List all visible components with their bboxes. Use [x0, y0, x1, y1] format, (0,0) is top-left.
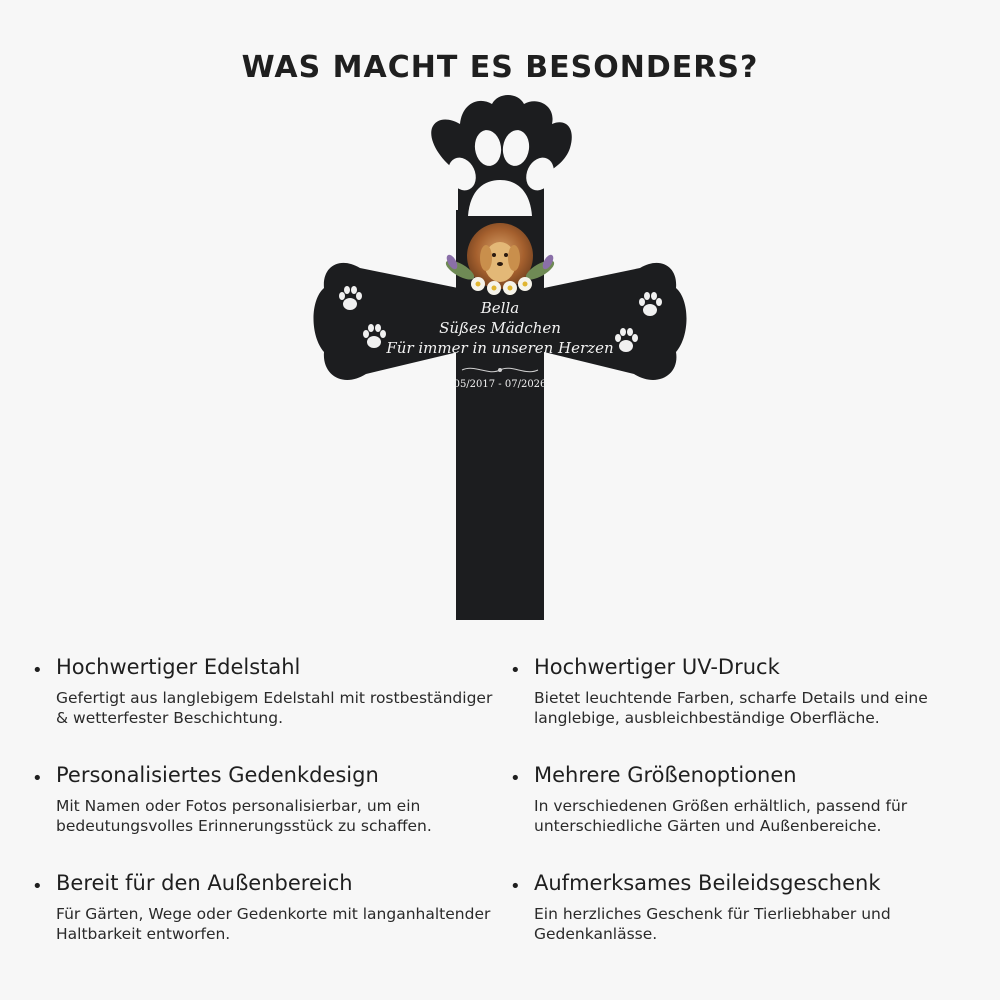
bullet-icon: • [510, 660, 521, 681]
feature-list [0, 655, 1000, 975]
bullet-icon: • [510, 768, 521, 789]
feature-title: Mehrere Größenoptionen [534, 763, 797, 787]
feature-description: Ein herzliches Geschenk für Tierliebhaber und Gedenkanlässe. [534, 905, 891, 943]
bullet-icon: • [32, 768, 43, 789]
feature-description: Für Gärten, Wege oder Gedenkorte mit langanhaltender Haltbarkeit entworfen. [56, 905, 491, 943]
feature-description: In verschiedenen Größen erhältlich, passend für unterschiedliche Gärten und Außenbereiche. [534, 797, 908, 835]
feature-description: Mit Namen oder Fotos personalisierbar, um ein bedeutungsvolles Erinnerungsstück zu schaffen. [56, 797, 432, 835]
engraving-line-2: Süßes Mädchen [439, 319, 561, 337]
page-title: WAS MACHT ES BESONDERS? [241, 50, 759, 85]
engraving-line-3: Für immer in unseren Herzen [386, 339, 614, 357]
feature-title: Aufmerksames Beileidsgeschenk [534, 871, 881, 895]
bullet-icon: • [32, 660, 43, 681]
feature-description: Gefertigt aus langlebigem Edelstahl mit rostbeständiger & wetterfester Beschichtung. [56, 689, 493, 727]
feature-title: Bereit für den Außenbereich [56, 871, 353, 895]
cross-body [314, 95, 687, 620]
bullet-icon: • [32, 876, 43, 897]
feature-title: Hochwertiger Edelstahl [56, 655, 301, 679]
feature-title: Hochwertiger UV-Druck [534, 655, 780, 679]
engraving-dates: 05/2017 - 07/2026 [453, 379, 547, 390]
feature-title: Personalisiertes Gedenkdesign [56, 763, 379, 787]
feature-description: Bietet leuchtende Farben, scharfe Details und eine langlebige, ausbleichbeständige Oberfläche. [534, 689, 928, 727]
bullet-icon: • [510, 876, 521, 897]
engraving-name: Bella [480, 299, 520, 317]
